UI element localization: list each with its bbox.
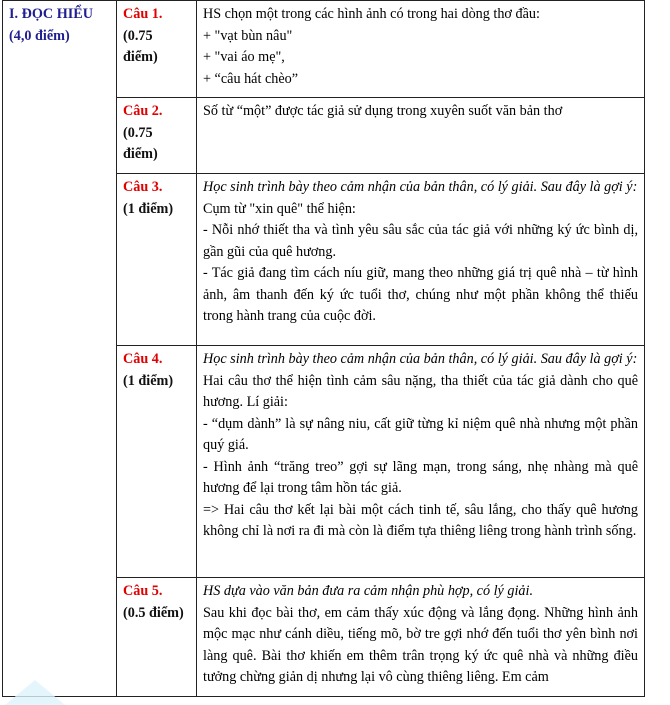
answer-text: - Hình ảnh “trăng treo” gợi sự lãng mạn, trong sáng, nhẹ nhàng mà quê hương để lại trong tâm hồn tác giả. [203, 458, 638, 496]
answer-text: HS chọn một trong các hình ảnh có trong hai dòng thơ đầu: [203, 6, 540, 22]
answer-text: + "vạt bùn nâu" [203, 27, 293, 44]
answer-text: Số từ “một” được tác giả sử dụng trong xuyên suốt văn bản thơ [203, 103, 563, 119]
question-points: (0.75 [123, 27, 153, 44]
question-points: (1 điểm) [123, 372, 174, 389]
question-points: (0.75 [123, 124, 153, 141]
question-cell [117, 98, 197, 174]
answer-text: - Nỗi nhớ thiết tha và tình yêu sâu sắc của tác giả với những ký ức bình dị, gần gũi của quê hương. [203, 222, 638, 260]
section-title: I. ĐỌC HIỂU [9, 6, 93, 22]
question-label: Câu 4. [123, 351, 163, 367]
answer-text: Sau khi đọc bài thơ, em cảm thấy xúc động và lắng đọng. Những hình ảnh mộc mạc như cánh diều, tiếng mõ, bờ tre gợi nhớ đến tuổi thơ yên bình nơi làng quê. Bài thơ khiến em thêm trân trọng ký ức quê nhà và những điều tưởng chừng giản dị nhưng lại vô cùng thiêng liêng. Em cảm [203, 604, 638, 685]
watermark-logo-icon [5, 680, 65, 705]
answer-key-table [2, 0, 645, 697]
section-points: (4,0 điểm) [9, 27, 70, 44]
question-cell [117, 578, 197, 697]
question-label: Câu 1. [123, 6, 163, 22]
question-label: Câu 2. [123, 103, 163, 119]
question-label: Câu 3. [123, 179, 163, 195]
answer-text: - Tác giả đang tìm cách níu giữ, mang theo những giá trị quê nhà – từ hình ảnh, âm thanh đến ký ức tuổi thơ, chúng như một phần không thể thiếu trong hành trang của cuộc đời. [203, 265, 638, 324]
answer-cell [197, 174, 645, 346]
section-cell [3, 1, 117, 697]
question-points: (1 điểm) [123, 200, 174, 217]
answer-text: - “dụm dành” là sự nâng niu, cất giữ từng kỉ niệm quê nhà nhưng một phần quý giá. [203, 415, 638, 453]
question-cell [117, 1, 197, 98]
answer-text: + “câu hát chèo” [203, 70, 299, 87]
question-points: điểm) [123, 49, 158, 65]
question-points: (0.5 điểm) [123, 604, 184, 621]
question-label: Câu 5. [123, 583, 163, 599]
question-cell [117, 174, 197, 346]
answer-guidance-text: HS dựa vào văn bản đưa ra cảm nhận phù hợp, có lý giải. [203, 583, 534, 599]
answer-text: Hai câu thơ thể hiện tình cảm sâu nặng, tha thiết của tác giả dành cho quê hương. Lí giải: [203, 372, 638, 410]
question-cell [117, 346, 197, 578]
table-row [3, 1, 645, 98]
answer-guidance-text: Học sinh trình bày theo cảm nhận của bản thân, có lý giải. Sau đây là gợi ý: [203, 351, 638, 367]
question-points: điểm) [123, 146, 158, 162]
answer-text: => Hai câu thơ kết lại bài một cách tinh tế, sâu lắng, cho thấy quê hương không chỉ là nơi ra đi mà còn là điểm tựa thiêng liêng trong hành trình sống. [203, 501, 638, 539]
answer-cell [197, 346, 645, 578]
answer-guidance-text: Học sinh trình bày theo cảm nhận của bản thân, có lý giải. Sau đây là gợi ý: [203, 179, 638, 195]
answer-text: + "vai áo mẹ", [203, 49, 285, 65]
answer-cell [197, 578, 645, 697]
answer-cell [197, 1, 645, 98]
answer-text: Cụm từ "xin quê" thể hiện: [203, 200, 356, 217]
answer-cell [197, 98, 645, 174]
